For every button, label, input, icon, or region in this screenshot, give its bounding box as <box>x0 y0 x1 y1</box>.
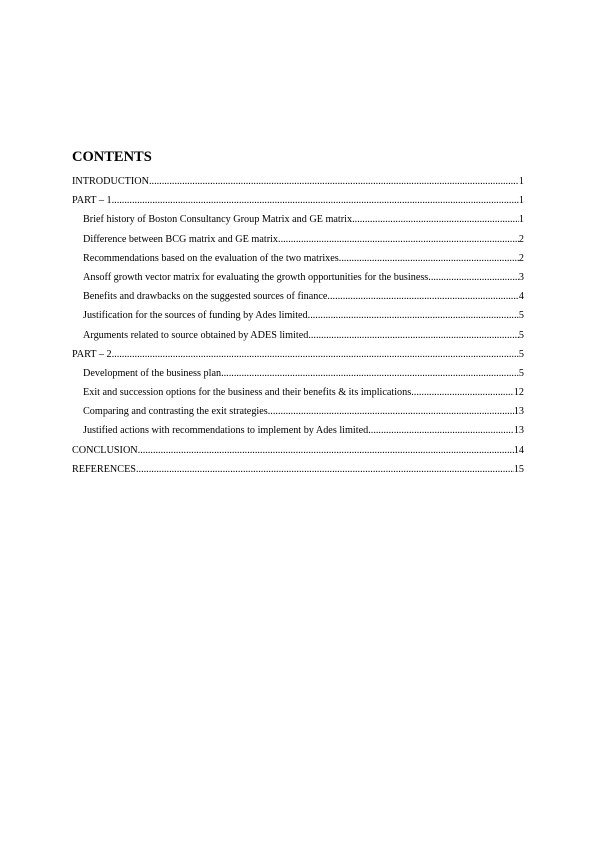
toc-entry-bcg-ge-history[interactable] <box>72 210 524 229</box>
toc-dot-leader <box>138 441 514 460</box>
toc-dot-leader <box>339 249 519 268</box>
toc-dot-leader <box>352 210 519 229</box>
toc-page-number: 1 <box>518 176 524 187</box>
toc-dot-leader <box>327 287 518 306</box>
toc-entry-title: Exit and succession options for the business and their benefits & its implications <box>83 387 412 399</box>
toc-entry-source-arguments[interactable] <box>72 326 524 345</box>
toc-dot-leader <box>308 326 519 345</box>
toc-dot-leader <box>428 268 519 287</box>
toc-page-number: 1 <box>518 214 524 226</box>
toc-entry-justified-actions[interactable] <box>72 421 524 440</box>
toc-entry-ansoff-matrix[interactable] <box>72 268 524 287</box>
toc-entry-title: Comparing and contrasting the exit strategies <box>83 406 268 418</box>
toc-entry-title: Brief history of Boston Consultancy Group Matrix and GE matrix <box>83 214 353 226</box>
toc-page-number: 12 <box>513 387 524 399</box>
toc-list <box>72 172 524 479</box>
toc-entry-title: INTRODUCTION <box>72 176 149 187</box>
toc-entry-title: Development of the business plan <box>83 367 222 379</box>
toc-entry-funding-justification[interactable] <box>72 306 524 325</box>
toc-dot-leader <box>149 172 519 191</box>
toc-entry-references[interactable] <box>72 460 524 479</box>
toc-dot-leader <box>221 364 519 383</box>
toc-dot-leader <box>268 402 514 421</box>
toc-page-number: 4 <box>518 291 524 303</box>
toc-page-number: 5 <box>518 348 524 360</box>
toc-dot-leader <box>112 345 519 364</box>
toc-entry-title: Benefits and drawbacks on the suggested sources of finance <box>83 291 328 303</box>
toc-entry-title: Justification for the sources of funding by Ades limited <box>83 310 308 322</box>
table-of-contents <box>72 148 524 479</box>
toc-entry-recommendations-matrixes[interactable] <box>72 249 524 268</box>
toc-dot-leader <box>368 421 514 440</box>
contents-heading: CONTENTS <box>72 149 152 165</box>
toc-entry-part-1[interactable] <box>72 191 524 210</box>
toc-entry-part-2[interactable] <box>72 345 524 364</box>
toc-entry-title: REFERENCES <box>72 463 136 475</box>
toc-page-number: 2 <box>518 252 524 264</box>
toc-entry-title: Justified actions with recommendations to implement by Ades limited <box>83 425 369 437</box>
toc-entry-title: Ansoff growth vector matrix for evaluating the growth opportunities for the business <box>83 271 429 283</box>
toc-entry-title: Difference between BCG matrix and GE matrix <box>83 233 279 245</box>
toc-dot-leader <box>112 191 519 210</box>
toc-page-number: 14 <box>513 444 524 456</box>
toc-dot-leader <box>308 306 519 325</box>
toc-page-number: 13 <box>513 425 524 437</box>
toc-entry-title: PART – 2 <box>72 348 112 360</box>
toc-dot-leader <box>136 460 514 479</box>
toc-entry-business-plan[interactable] <box>72 364 524 383</box>
toc-entry-exit-succession[interactable] <box>72 383 524 402</box>
toc-page-number: 3 <box>518 271 524 283</box>
toc-dot-leader <box>411 383 514 402</box>
toc-page-number: 5 <box>518 310 524 322</box>
toc-entry-title: Recommendations based on the evaluation of the two matrixes <box>83 252 339 264</box>
toc-page-number: 1 <box>518 195 524 207</box>
toc-entry-conclusion[interactable] <box>72 441 524 460</box>
toc-entry-title: PART – 1 <box>72 195 112 207</box>
toc-entry-title: CONCLUSION <box>72 444 138 456</box>
toc-page-number: 5 <box>518 329 524 341</box>
toc-entry-introduction[interactable] <box>72 172 524 191</box>
toc-entry-title: Arguments related to source obtained by ADES limited <box>83 329 309 341</box>
toc-entry-finance-benefits[interactable] <box>72 287 524 306</box>
toc-dot-leader <box>278 230 519 249</box>
toc-page-number: 15 <box>513 463 524 475</box>
toc-entry-exit-comparison[interactable] <box>72 402 524 421</box>
toc-page-number: 2 <box>518 233 524 245</box>
toc-page-number: 13 <box>513 406 524 418</box>
toc-entry-bcg-ge-difference[interactable] <box>72 230 524 249</box>
toc-page-number: 5 <box>518 367 524 379</box>
